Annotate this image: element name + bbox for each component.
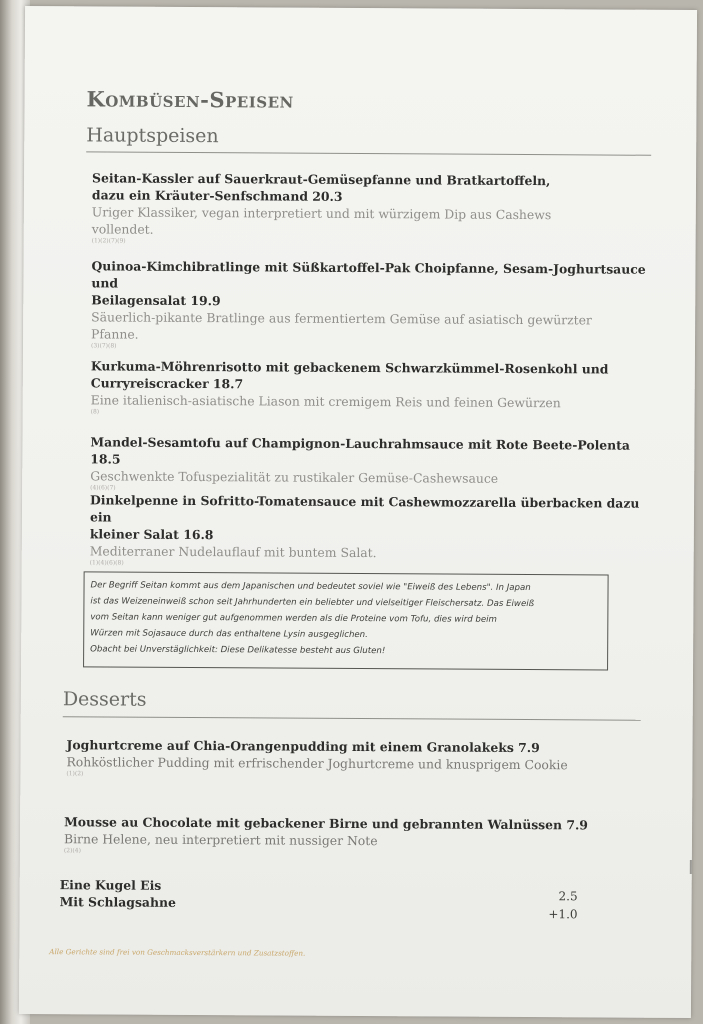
allergen-codes: (3)(7)(8) bbox=[90, 342, 117, 350]
section-heading-desserts: Desserts bbox=[62, 688, 147, 711]
menu-item-description: Eine italienisch-asiatische Liason mit cremigem Reis und feinen Gewürzen bbox=[90, 392, 561, 411]
menu-item-name: Mandel-Sesamtofu auf Champignon-Lauchrahmsauce mit Rote Beete-Polenta 18.5 bbox=[90, 434, 631, 467]
dessert-description: Rohköstlicher Pudding mit erfrischender Joghurtcreme und knusprigem Cookie bbox=[66, 754, 568, 773]
ice-cream-price: 2.5 bbox=[558, 889, 578, 904]
menu-item-description: vollendet. bbox=[91, 221, 154, 237]
allergen-codes: (8) bbox=[90, 408, 100, 416]
menu-item-name: Dinkelpenne in Sofritto-Tomatensauce mit Cashewmozzarella überbacken dazu ein bbox=[89, 492, 640, 525]
whipped-cream-price: +1.0 bbox=[548, 907, 578, 922]
info-text: ist das Weizeneinweiß schon seit Jahrhunderten ein beliebter und vielseitiger Fleischersatz. Das Eiweiß bbox=[90, 596, 535, 610]
menu-item-description: Pfanne. bbox=[91, 326, 139, 342]
section-heading-main: Hauptspeisen bbox=[86, 124, 219, 148]
footer-note: Alle Gerichte sind frei von Geschmacksverstärkern und Zusatzstoffen. bbox=[49, 947, 306, 958]
menu-item bbox=[91, 257, 657, 353]
page-title: Kombüsen-Speisen bbox=[86, 86, 294, 113]
menu-item-description: Mediterraner Nudelauflauf mit buntem Salat. bbox=[89, 543, 377, 561]
menu-item bbox=[90, 433, 655, 495]
info-text: vom Seitan kann weniger gut aufgenommen werden als die Proteine vom Tofu, dies wird beim bbox=[90, 612, 497, 625]
ice-cream-extra: Mit Schlagsahne bbox=[59, 894, 176, 910]
dessert-name: Joghurtcreme auf Chia-Orangenpudding mit einem Granolakeks 7.9 bbox=[66, 737, 540, 756]
menu-item-name: kleiner Salat 16.8 bbox=[89, 526, 214, 543]
menu-item-description: Uriger Klassiker, vegan interpretiert und mit würzigem Dip aus Cashews bbox=[91, 204, 552, 223]
dessert-item bbox=[66, 736, 656, 782]
allergen-codes: (1)(2) bbox=[66, 770, 84, 778]
menu-item bbox=[90, 491, 650, 570]
menu-item-name: dazu ein Kräuter-Senfschmand 20.3 bbox=[91, 187, 343, 204]
menu-item-name: Quinoa-Kimchibratlinge mit Süßkartoffel-Pak Choipfanne, Sesam-Joghurtsauce und bbox=[91, 258, 646, 291]
seitan-info-box bbox=[83, 571, 609, 670]
menu-item bbox=[91, 357, 651, 419]
menu-item-name: Seitan-Kassler auf Sauerkraut-Gemüsepfanne und Bratkartoffeln, bbox=[91, 170, 551, 189]
ice-cream-prices bbox=[519, 887, 577, 923]
dessert-item bbox=[64, 813, 654, 859]
allergen-codes: (4)(6)(7) bbox=[90, 484, 116, 492]
allergen-codes: (2)(4) bbox=[63, 847, 81, 855]
menu-item-name: Curryreiscracker 18.7 bbox=[90, 375, 244, 392]
menu-item-name: Beilagensalat 19.9 bbox=[91, 292, 221, 309]
dessert-name: Mousse au Chocolate mit gebackener Birne und gebrannten Walnüssen 7.9 bbox=[64, 814, 588, 833]
info-warning: Obacht bei Unverstäglichkeit: Diese Delikatesse besteht aus Gluten! bbox=[90, 644, 386, 657]
menu-item-name: Kurkuma-Möhrenrisotto mit gebackenem Schwarzkümmel-Rosenkohl und bbox=[90, 358, 609, 377]
edge-mark bbox=[690, 860, 692, 874]
info-text: Der Begriff Seitan kommt aus dem Japanischen und bedeutet soviel wie "Eiweiß des Lebens". In Japan bbox=[90, 580, 531, 594]
ice-cream-item bbox=[60, 876, 176, 911]
menu-item-description: Säuerlich-pikante Bratlinge aus fermentiertem Gemüse auf asiatisch gewürzter bbox=[91, 309, 592, 328]
menu-item bbox=[92, 169, 652, 248]
menu-page bbox=[19, 6, 697, 1018]
section-divider-desserts bbox=[63, 716, 641, 721]
section-divider-main bbox=[86, 151, 651, 155]
dessert-description: Birne Helene, neu interpretiert mit nussiger Note bbox=[63, 831, 378, 849]
ice-cream-name: Eine Kugel Eis bbox=[59, 877, 162, 893]
allergen-codes: (1)(2)(7)(9) bbox=[91, 237, 126, 245]
menu-item-description: Geschwenkte Tofuspezialität zu rustikaler Gemüse-Cashewsauce bbox=[90, 468, 499, 486]
info-text: Würzen mit Sojasauce durch das enthaltene Lysin ausgeglichen. bbox=[90, 628, 368, 641]
allergen-codes: (1)(4)(6)(8) bbox=[89, 559, 124, 567]
